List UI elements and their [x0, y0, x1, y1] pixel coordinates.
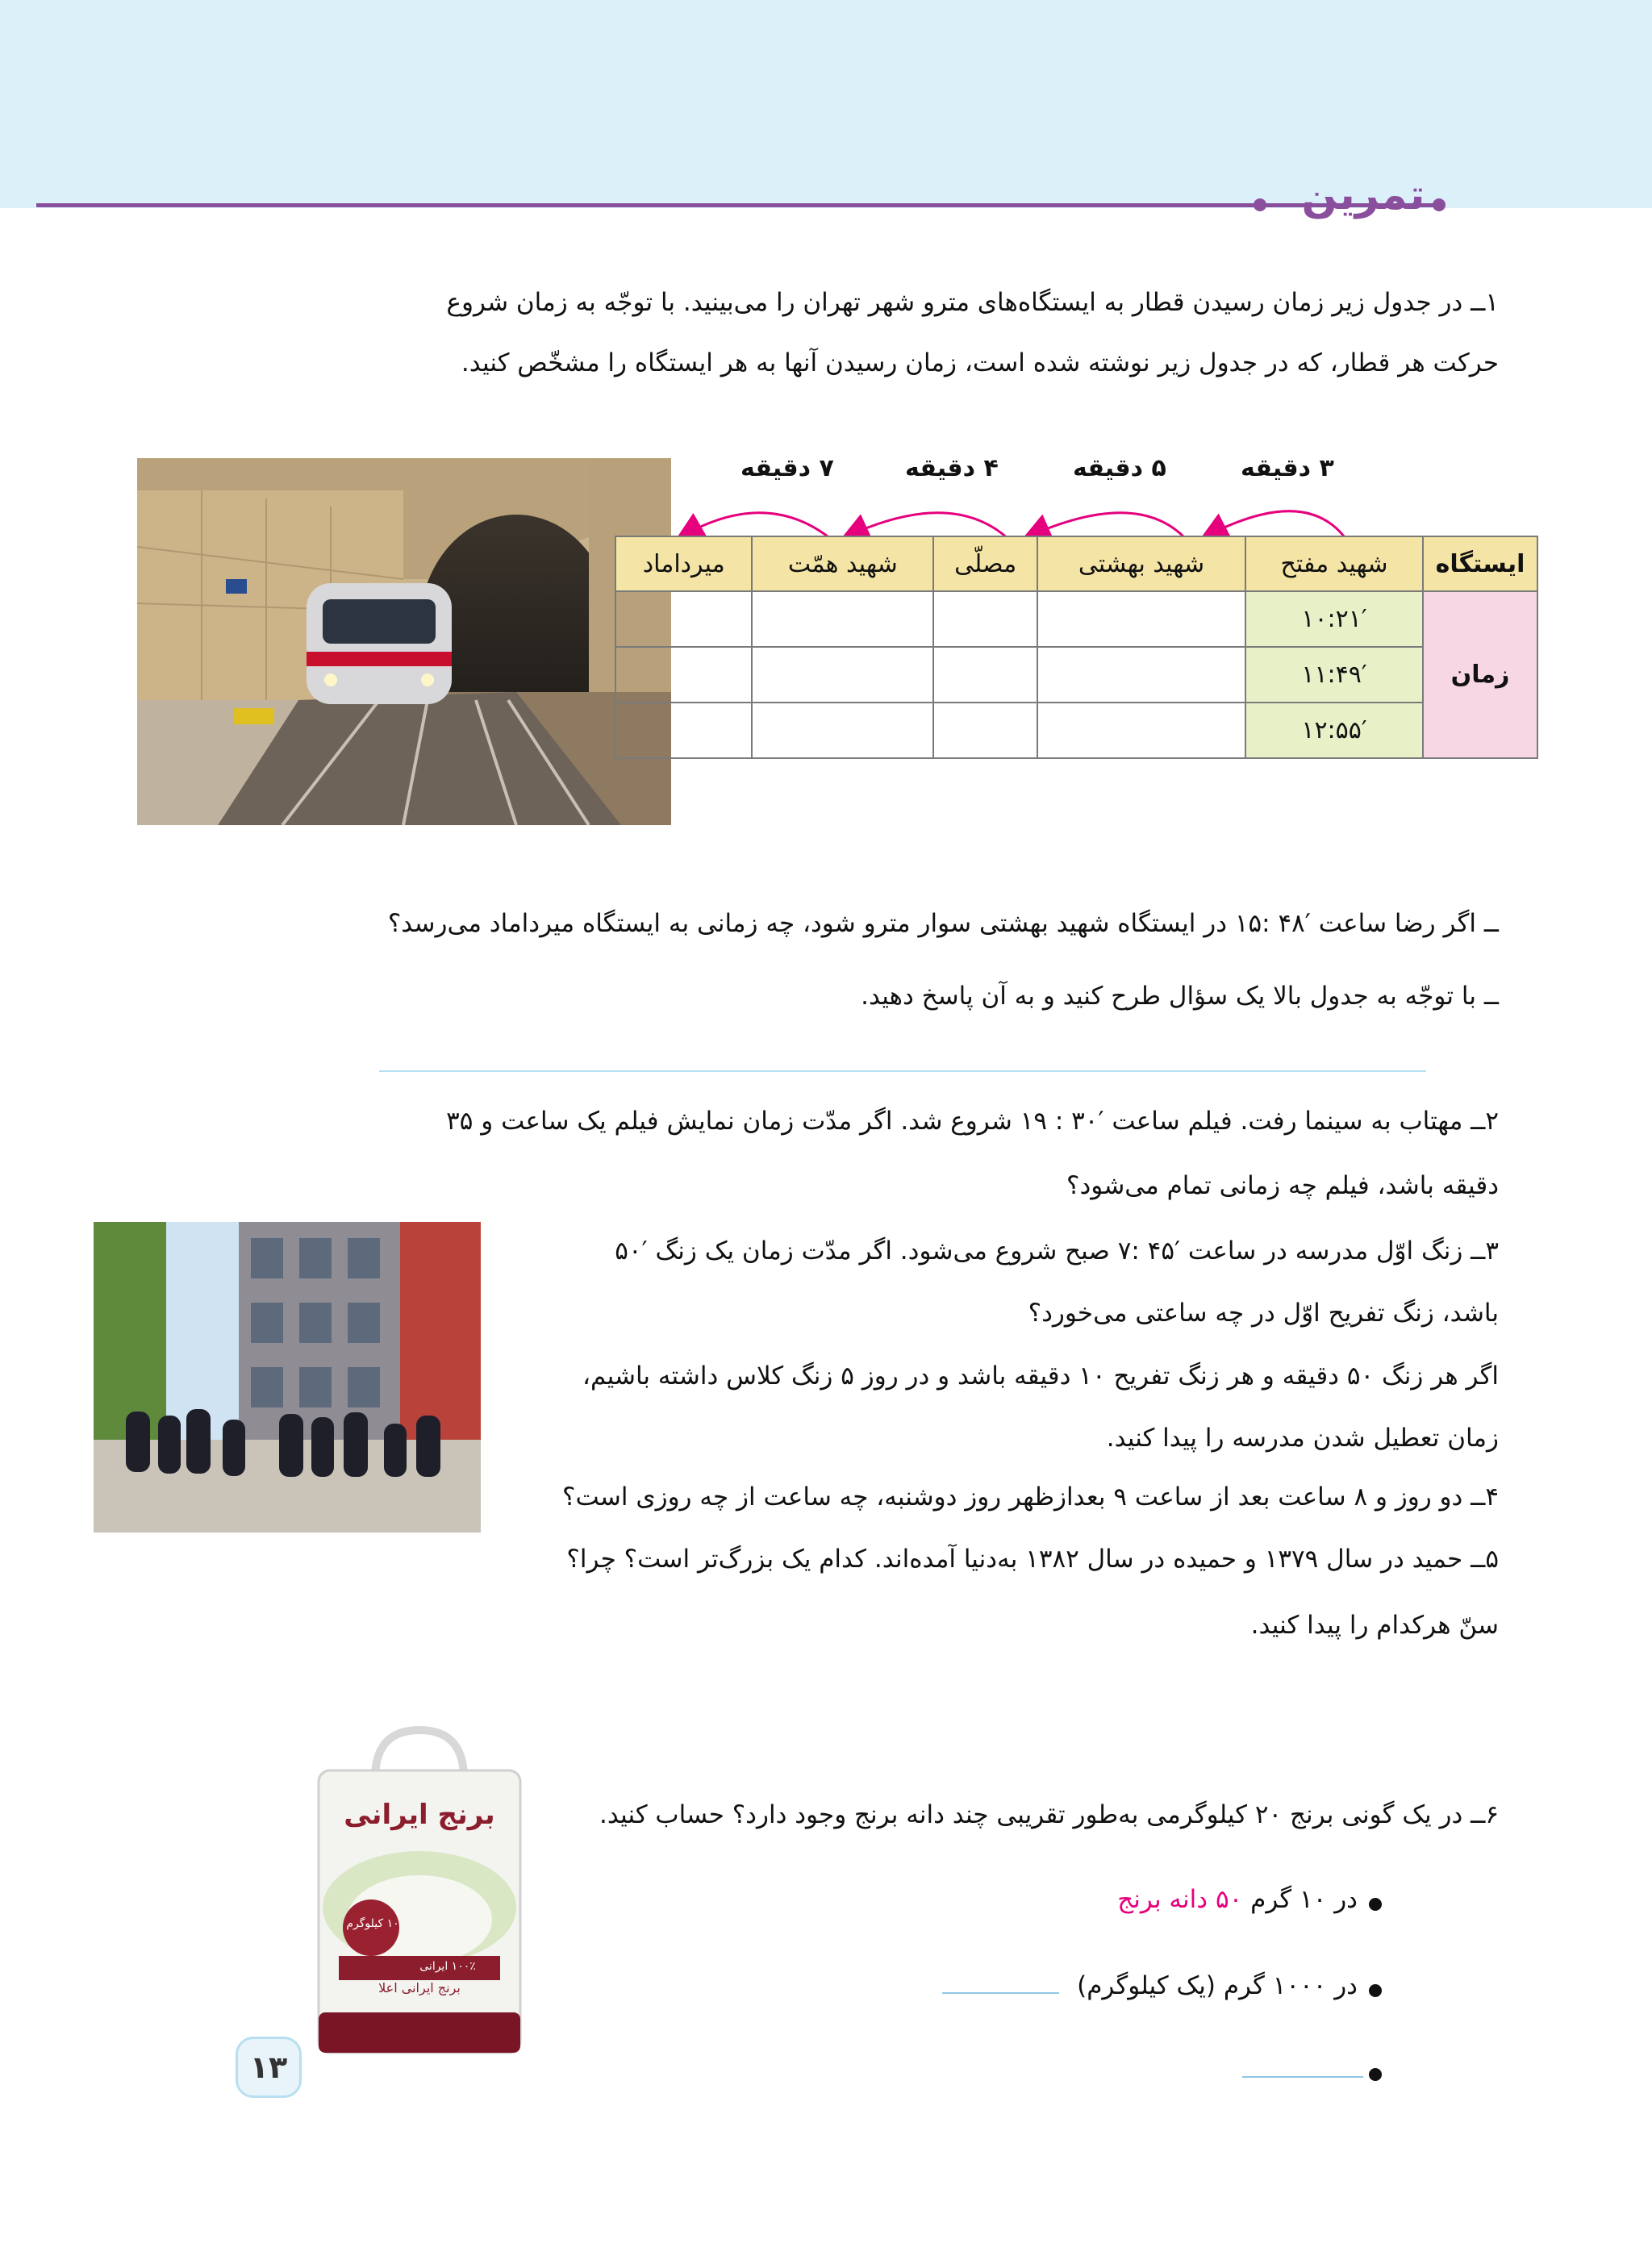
metro-time-table	[615, 536, 1538, 759]
answer-cell[interactable]	[933, 647, 1037, 703]
q2-line2: دقیقه باشد، فیلم چه زمانی تمام می‌شود؟	[1066, 1171, 1499, 1200]
arc-label-1: ۳ دقیقه	[1241, 454, 1334, 482]
q1-line2: حرکت هر قطار، که در جدول زیر نوشته شده است، زمان رسیدن آنها به هر ایستگاه را مشخّص کنید.	[461, 348, 1499, 377]
divider-dot-left	[1254, 198, 1266, 211]
bullet-2	[1369, 1984, 1382, 1997]
q5-line2: سنّ هرکدام را پیدا کنید.	[1250, 1611, 1499, 1640]
bullet1-answer: ۵۰ دانه برنج	[1117, 1885, 1243, 1914]
answer-cell[interactable]	[1037, 647, 1245, 703]
q4-line1: ۴ــ دو روز و ۸ ساعت بعد از ساعت ۹ بعدازظهر روز دوشنبه، چه ساعت از چه روزی است؟	[562, 1482, 1499, 1512]
rice-bag-brand: برنج ایرانی	[344, 1799, 495, 1831]
q3-line2: باشد، زنگ تفریح اوّل در چه ساعتی می‌خورد؟	[1028, 1299, 1499, 1328]
q6-line1: ۶ــ در یک گونی برنج ۲۰ کیلوگرمی به‌طور تقریبی چند دانه برنج وجود دارد؟ حساب کنید.	[599, 1800, 1499, 1829]
answer-cell[interactable]	[1037, 591, 1245, 647]
page-number: ۱۳	[236, 2037, 302, 2098]
bullet-1	[1369, 1898, 1382, 1911]
q3-line3: اگر هر زنگ ۵۰ دقیقه و هر زنگ تفریح ۱۰ دقیقه باشد و در روز ۵ زنگ کلاس داشته باشیم،	[582, 1362, 1499, 1391]
station-name: شهید بهشتی	[1037, 536, 1245, 591]
station-header: ایستگاه	[1423, 536, 1537, 591]
answer-cell[interactable]	[752, 647, 933, 703]
q1-line1: ۱ــ در جدول زیر زمان رسیدن قطار به ایستگاه‌های مترو شهر تهران را می‌بینید. با توجّه به زمان شروع	[446, 288, 1499, 317]
rice-bag-image	[311, 1722, 528, 2059]
station-name: مصلّی	[933, 536, 1037, 591]
start-time-cell: ۱۰:۲۱′	[1245, 591, 1423, 647]
answer-cell[interactable]	[933, 591, 1037, 647]
q5-line1: ۵ــ حمید در سال ۱۳۷۹ و حمیده در سال ۱۳۸۲ به‌دنیا آمده‌اند. کدام یک بزرگ‌تر است؟ چرا؟	[566, 1545, 1499, 1574]
answer-cell[interactable]	[752, 703, 933, 758]
answer-cell[interactable]	[615, 703, 752, 758]
separator-line	[379, 1070, 1426, 1072]
station-name: میرداماد	[615, 536, 752, 591]
q3-line1: ۳ــ زنگ اوّل مدرسه در ساعت ′۴۵ :۷ صبح شروع می‌شود. اگر مدّت زمان یک زنگ ′۵۰	[615, 1236, 1499, 1266]
start-time-cell: ۱۲:۵۵′	[1245, 703, 1423, 758]
q6-bullet2: در ۱۰۰۰ گرم (یک کیلوگرم)	[1077, 1971, 1358, 2000]
time-label: زمان	[1423, 591, 1537, 758]
station-name: شهید همّت	[752, 536, 933, 591]
bullet-3	[1369, 2068, 1382, 2081]
bullet3-answer-line[interactable]	[1242, 2076, 1363, 2078]
answer-cell[interactable]	[615, 647, 752, 703]
start-time-cell: ۱۱:۴۹′	[1245, 647, 1423, 703]
answer-cell[interactable]	[615, 591, 752, 647]
q2-line1: ۲ــ مهتاب به سینما رفت. فیلم ساعت ′۳۰ : ۱۹ شروع شد. اگر مدّت زمان نمایش فیلم یک ساعت و ۳۵	[446, 1107, 1499, 1136]
q1-sub2: ــ با توجّه به جدول بالا یک سؤال طرح کنید و به آن پاسخ دهید.	[861, 982, 1499, 1011]
answer-cell[interactable]	[752, 591, 933, 647]
station-name: شهید مفتح	[1245, 536, 1423, 591]
rice-bag-subtext: برنج ایرانی اعلا	[378, 1980, 461, 1995]
arc-label-2: ۵ دقیقه	[1073, 454, 1166, 482]
section-divider	[36, 203, 1440, 207]
q6-bullet1	[1117, 1885, 1358, 1915]
bullet2-answer-line[interactable]	[942, 1992, 1059, 1994]
arc-label-3: ۴ دقیقه	[905, 454, 999, 482]
rice-bag-small: ۱۰۰٪ ایرانی	[419, 1960, 476, 1973]
answer-cell[interactable]	[933, 703, 1037, 758]
section-title: تمرین	[1301, 171, 1425, 219]
arc-label-4: ۷ دقیقه	[740, 454, 834, 482]
q1-sub1: ــ اگر رضا ساعت ′۴۸ :۱۵ در ایستگاه شهید بهشتی سوار مترو شود، چه زمانی به ایستگاه میرداماد می‌رسد؟	[387, 909, 1499, 938]
rice-bag-weight: ۱۰ کیلوگرم	[346, 1917, 399, 1930]
bullet1-prefix: در ۱۰ گرم	[1250, 1885, 1358, 1914]
q3-line4: زمان تعطیل شدن مدرسه را پیدا کنید.	[1106, 1424, 1499, 1453]
answer-cell[interactable]	[1037, 703, 1245, 758]
school-photo	[94, 1222, 481, 1532]
metro-photo	[137, 458, 671, 825]
